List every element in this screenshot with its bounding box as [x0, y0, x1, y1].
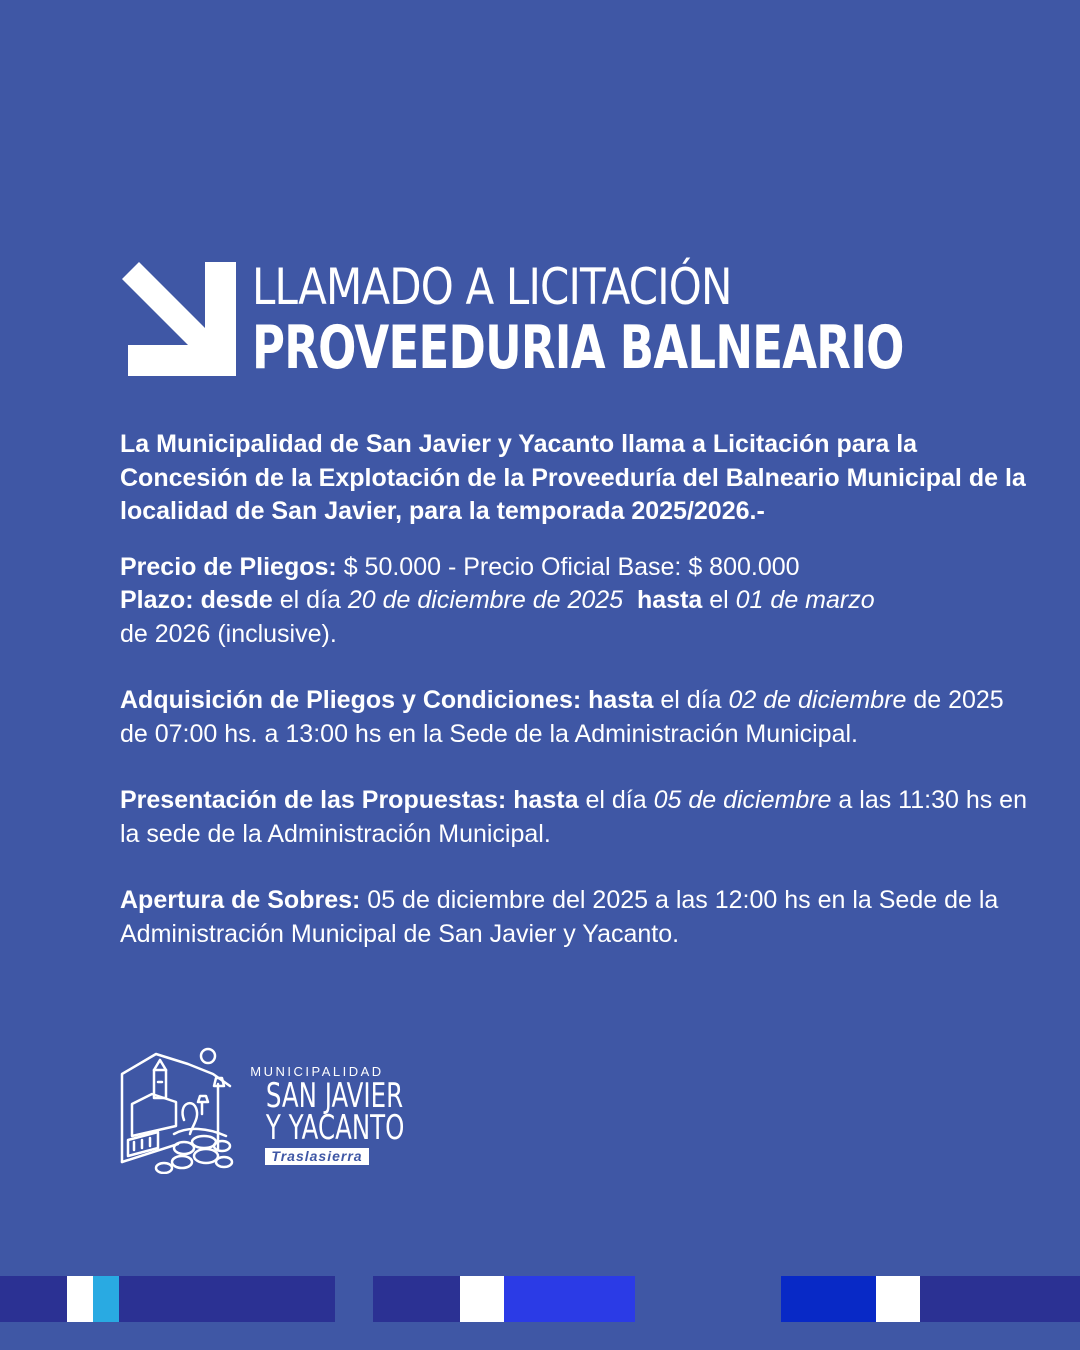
- precio-label: Precio de Pliegos:: [120, 552, 337, 581]
- adquisicion-paragraph: [120, 684, 1030, 751]
- adquisicion-post: de 2025 de 07:00 hs. a 13:00 hs en la Sede de la Administración Municipal.: [120, 686, 1004, 748]
- intro-paragraph: La Municipalidad de San Javier y Yacanto llama a Licitación para la Concesión de la Explotación de la Proveeduría del Balneario Municipal de la localidad de San Javier, para la temporada 2025/2026.-: [120, 430, 1026, 525]
- decorative-band: [93, 1276, 119, 1322]
- apertura-label: Apertura de Sobres:: [120, 886, 361, 914]
- presentacion-paragraph: [120, 784, 1030, 851]
- presentacion-label: Presentación de las Propuestas: hasta: [120, 786, 579, 814]
- title-line-2: PROVEEDURIA BALNEARIO: [252, 313, 904, 383]
- logo-tagline: Traslasierra: [265, 1148, 368, 1165]
- decorative-band: [67, 1276, 93, 1322]
- presentacion-post: a las 11:30 hs en la sede de la Administración Municipal.: [120, 786, 1027, 848]
- announcement-body: [120, 428, 1030, 984]
- precio-text: $ 50.000 - Precio Oficial Base: $ 800.000: [336, 552, 800, 581]
- plazo-date1: 20 de diciembre de 2025: [347, 586, 624, 614]
- title-line-1: LLAMADO A LICITACIÓN: [252, 258, 732, 316]
- logo-text: [246, 1064, 405, 1166]
- precio-plazo-paragraph: [120, 551, 1030, 652]
- plazo-pre1: el día: [272, 586, 348, 614]
- logo-name-line-1: SAN JAVIER: [265, 1076, 404, 1116]
- diagonal-arrow-icon: [122, 262, 236, 376]
- decorative-band: [119, 1276, 335, 1322]
- plazo-hasta: hasta: [623, 586, 703, 614]
- decorative-band: [876, 1276, 920, 1322]
- apertura-paragraph: [120, 884, 1030, 951]
- decorative-band: [504, 1276, 635, 1322]
- decorative-band: [781, 1276, 876, 1322]
- decorative-band: [460, 1276, 504, 1322]
- adquisicion-label: Adquisición de Pliegos y Condiciones: hasta: [120, 686, 654, 714]
- plazo-label: Plazo: desde: [120, 586, 273, 614]
- decorative-band: [373, 1276, 460, 1322]
- plazo-pre2: el: [702, 586, 736, 614]
- title-block: [252, 258, 1080, 382]
- logo-name-line-2: Y YACANTO: [265, 1108, 405, 1148]
- presentacion-date: 05 de diciembre: [653, 786, 832, 814]
- adquisicion-date: 02 de diciembre: [728, 686, 907, 714]
- presentacion-pre: el día: [578, 786, 654, 814]
- logo-municipalidad: MUNICIPALIDAD: [250, 1064, 384, 1079]
- plazo-date2: 01 de marzo: [735, 586, 875, 614]
- apertura-text: 05 de diciembre del 2025 a las 12:00 hs en la Sede de la Administración Municipal de San Javier y Yacanto.: [120, 886, 999, 948]
- decorative-band: [920, 1276, 1080, 1322]
- municipal-logo: [118, 1044, 405, 1174]
- plazo-post: de 2026 (inclusive).: [120, 619, 337, 648]
- adquisicion-pre: el día: [653, 686, 729, 714]
- decorative-band: [0, 1276, 67, 1322]
- town-illustration-icon: [118, 1044, 242, 1174]
